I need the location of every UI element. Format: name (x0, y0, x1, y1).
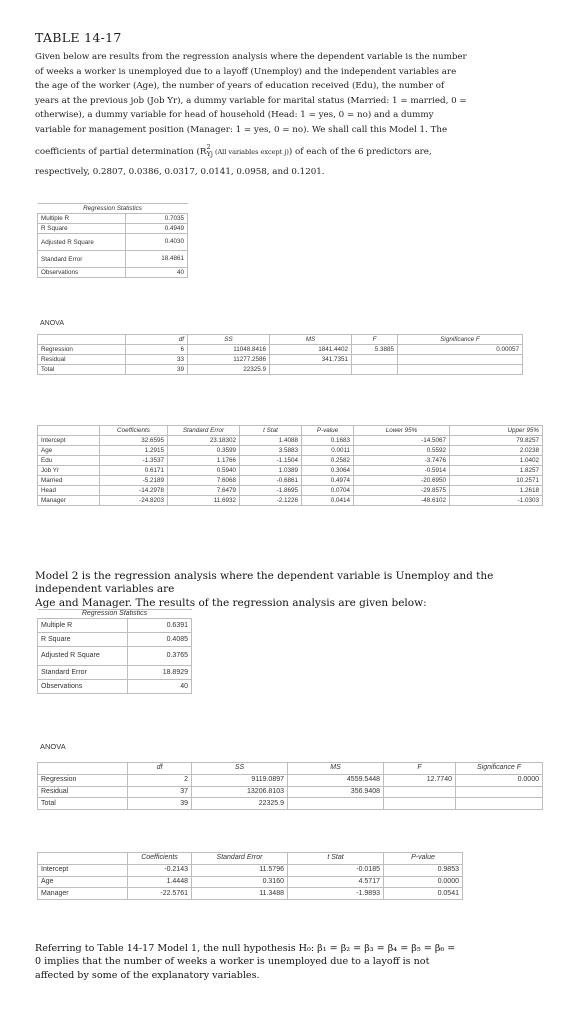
cell-value: 7.6068 (168, 476, 240, 486)
cell-value (352, 355, 398, 365)
column-header: MS (270, 335, 352, 345)
cell-value: 0.0000 (456, 774, 543, 786)
column-header: Standard Error (192, 853, 288, 865)
cell-value: -48.6102 (354, 496, 450, 506)
cell-value: 7.6479 (168, 486, 240, 496)
table-title: TABLE 14-17 (35, 30, 122, 45)
cell-value (398, 355, 523, 365)
table-row (38, 345, 523, 355)
cell-value: -1.8695 (240, 486, 302, 496)
cell-value: -20.6950 (354, 476, 450, 486)
cell-value (384, 786, 456, 798)
column-header (38, 426, 100, 436)
cell-value: -1.0303 (450, 496, 543, 506)
column-header: Coefficients (128, 853, 192, 865)
coefficients-body (38, 436, 543, 506)
stat-label: Multiple R (38, 619, 128, 633)
cell-value: 2 (128, 774, 192, 786)
stat-value: 40 (126, 268, 188, 278)
cell-value: 6 (126, 345, 188, 355)
cell-value: -0.6861 (240, 476, 302, 486)
cell-value: 0.0011 (302, 446, 354, 456)
intro-paragraph (35, 50, 467, 179)
row-label: Regression (38, 345, 126, 355)
cell-value: 39 (126, 365, 188, 375)
cell-value: -3.7476 (354, 456, 450, 466)
stat-label: R Square (38, 633, 128, 647)
cell-value (456, 798, 543, 810)
m2-coefficients-table (37, 852, 463, 900)
stat-label: R Square (38, 224, 126, 234)
table-row (38, 666, 192, 680)
cell-value: 2.0238 (450, 446, 543, 456)
cell-value: -0.2143 (128, 864, 192, 876)
cell-value: 1841.4402 (270, 345, 352, 355)
column-header: F (352, 335, 398, 345)
row-label: Edu (38, 456, 100, 466)
table-row (38, 888, 463, 900)
intro-line: respectively, 0.2807, 0.0386, 0.0317, 0.0141, 0.0958, and 0.1201. (35, 166, 325, 177)
intro-line: Given below are results from the regression analysis where the dependent variable is the number (35, 52, 467, 62)
cell-value: 33 (126, 355, 188, 365)
question-line: Referring to Table 14-17 Model 1, the null hypothesis H₀: β₁ = β₂ = β₃ = β₄ = β₅ = β₆ = (35, 943, 456, 954)
table-row (38, 251, 188, 268)
cell-value: -5.2189 (100, 476, 168, 486)
cell-value: 4559.5448 (288, 774, 384, 786)
table-row (38, 355, 523, 365)
stat-value: 0.3765 (128, 647, 192, 666)
cell-value: 1.2618 (450, 486, 543, 496)
cell-value: 0.0541 (384, 888, 463, 900)
table-row (38, 647, 192, 666)
intro-line: otherwise), a dummy variable for head of household (Head: 1 = yes, 0 = no) and a dummy (35, 110, 434, 121)
stat-value: 0.4030 (126, 234, 188, 251)
intro-line (35, 141, 467, 162)
cell-value: -1.9893 (288, 888, 384, 900)
cell-value: -29.8575 (354, 486, 450, 496)
cell-value: -1.1504 (240, 456, 302, 466)
row-label: Manager (38, 888, 128, 900)
stat-value: 0.4949 (126, 224, 188, 234)
table-row (38, 436, 543, 446)
stat-label: Adjusted R Square (38, 234, 126, 251)
superscript: 2 (206, 143, 211, 152)
column-header: SS (192, 763, 288, 775)
cell-value: -14.2978 (100, 486, 168, 496)
intro-line: the age of the worker (Age), the number of years of education received (Edu), the number of (35, 81, 445, 92)
column-header: Significance F (398, 335, 523, 345)
cell-value: 0.0000 (384, 876, 463, 888)
column-header: MS (288, 763, 384, 775)
column-header: Coefficients (100, 426, 168, 436)
model2-description (35, 570, 493, 610)
cell-value: 37 (128, 786, 192, 798)
table-header-row (38, 426, 543, 436)
cell-value: 0.6171 (100, 466, 168, 476)
row-label: Job Yr (38, 466, 100, 476)
m2-regression-stats-table (37, 609, 192, 694)
table-row (38, 876, 463, 888)
column-header: df (126, 335, 188, 345)
cell-value (398, 365, 523, 375)
cell-value: 13206.8103 (192, 786, 288, 798)
column-header: Lower 95% (354, 426, 450, 436)
cell-value: 0.4974 (302, 476, 354, 486)
cell-value: 0.9853 (384, 864, 463, 876)
table-row (38, 680, 192, 694)
row-label: Intercept (38, 436, 100, 446)
cell-value: -22.5761 (128, 888, 192, 900)
row-label: Total (38, 365, 126, 375)
table-row (38, 864, 463, 876)
cell-value: -2.1226 (240, 496, 302, 506)
cell-value: 10.2571 (450, 476, 543, 486)
stats-caption: Regression Statistics (38, 204, 188, 214)
stat-value: 0.6391 (128, 619, 192, 633)
cell-value: -14.5067 (354, 436, 450, 446)
cell-value: 0.2582 (302, 456, 354, 466)
cell-value: 1.1766 (168, 456, 240, 466)
stat-label: Standard Error (38, 666, 128, 680)
stat-label: Adjusted R Square (38, 647, 128, 666)
cell-value (456, 786, 543, 798)
stat-value: 0.4085 (128, 633, 192, 647)
column-header: Upper 95% (450, 426, 543, 436)
cell-value (384, 798, 456, 810)
cell-value: 1.4088 (240, 436, 302, 446)
cell-value: 9119.0897 (192, 774, 288, 786)
stat-label: Multiple R (38, 214, 126, 224)
row-label: Age (38, 876, 128, 888)
cell-value: 1.2915 (100, 446, 168, 456)
cell-value: 0.3599 (168, 446, 240, 456)
stat-label: Standard Error (38, 251, 126, 268)
table-row (38, 486, 543, 496)
m1-coefficients-table (37, 425, 543, 506)
row-label: Residual (38, 786, 128, 798)
cell-value: 11048.8416 (188, 345, 270, 355)
intro-line: years at the previous job (Job Yr), a dummy variable for marital status (Married: 1 = married, 0 = (35, 95, 467, 106)
cell-value (288, 798, 384, 810)
cell-value: -0.0185 (288, 864, 384, 876)
cell-value: 3.5883 (240, 446, 302, 456)
anova-label: ANOVA (40, 742, 66, 751)
intro-text: ) of each of the 6 predictors are, (288, 146, 432, 157)
subscript: Yj (206, 150, 213, 159)
cell-value: 0.00057 (398, 345, 523, 355)
cell-value: 11.5796 (192, 864, 288, 876)
table-row (38, 786, 543, 798)
intro-line: of weeks a worker is unemployed due to a layoff (Unemploy) and the independent variables are (35, 66, 457, 77)
question-line: 0 implies that the number of weeks a worker is unemployed due to a layoff is not (35, 956, 430, 968)
m1-anova-table (37, 334, 523, 375)
table-row (38, 446, 543, 456)
table-row (38, 496, 543, 506)
column-header: t Stat (240, 426, 302, 436)
column-header: Standard Error (168, 426, 240, 436)
cell-value: 356.9408 (288, 786, 384, 798)
column-header (38, 853, 128, 865)
stat-value: 18.8929 (128, 666, 192, 680)
model2-line: independent variables are (35, 582, 175, 595)
cell-value: 79.8257 (450, 436, 543, 446)
cell-value: 0.0414 (302, 496, 354, 506)
cell-value: 39 (128, 798, 192, 810)
table-row (38, 214, 188, 224)
intro-line: variable for management position (Manager: 1 = yes, 0 = no). We shall call this Model 1. The (35, 124, 448, 135)
cell-value (352, 365, 398, 375)
cell-value: -0.5914 (354, 466, 450, 476)
table-header-row (38, 853, 463, 865)
cell-value: 0.5940 (168, 466, 240, 476)
table-row (38, 619, 192, 633)
stats-caption: Regression Statistics (38, 610, 192, 619)
table-header-row (38, 763, 543, 775)
question-line: affected by some of the explanatory variables. (35, 969, 260, 981)
cell-value: -1.3537 (100, 456, 168, 466)
cell-value: 0.1683 (302, 436, 354, 446)
stat-value: 18.4861 (126, 251, 188, 268)
table-row (38, 798, 543, 810)
column-header (38, 763, 128, 775)
cell-value: 0.5592 (354, 446, 450, 456)
stat-label: Observations (38, 680, 128, 694)
cell-value: 11.3488 (192, 888, 288, 900)
model2-line: Age and Manager. The results of the regression analysis are given below: (35, 597, 427, 609)
row-label: Age (38, 446, 100, 456)
cell-value: 11277.2586 (188, 355, 270, 365)
table-row (38, 466, 543, 476)
column-header: Significance F (456, 763, 543, 775)
column-header: F (384, 763, 456, 775)
cell-value: 12.7740 (384, 774, 456, 786)
row-label: Head (38, 486, 100, 496)
cell-value: 0.0704 (302, 486, 354, 496)
row-label: Total (38, 798, 128, 810)
cell-value: 22325.9 (192, 798, 288, 810)
row-label: Regression (38, 774, 128, 786)
m2-anova-table (37, 762, 543, 810)
intro-text: (All variables except j) (212, 147, 289, 156)
question-text (35, 942, 455, 982)
column-header: df (128, 763, 192, 775)
cell-value (270, 365, 352, 375)
column-header: P-value (302, 426, 354, 436)
table-row (38, 456, 543, 466)
table-row (38, 234, 188, 251)
table-row (38, 633, 192, 647)
cell-value: 1.4448 (128, 876, 192, 888)
intro-text: coefficients of partial determination (R (35, 146, 207, 157)
row-label: Manager (38, 496, 100, 506)
cell-value: 5.3885 (352, 345, 398, 355)
row-label: Residual (38, 355, 126, 365)
stat-value: 40 (128, 680, 192, 694)
column-header: P-value (384, 853, 463, 865)
table-row (38, 224, 188, 234)
table-header-row (38, 335, 523, 345)
table-row (38, 476, 543, 486)
cell-value: 22325.9 (188, 365, 270, 375)
stat-value: 0.7035 (126, 214, 188, 224)
row-label: Married (38, 476, 100, 486)
cell-value: 4.5717 (288, 876, 384, 888)
table-row (38, 774, 543, 786)
cell-value: 11.6932 (168, 496, 240, 506)
cell-value: 32.6595 (100, 436, 168, 446)
cell-value: 1.0389 (240, 466, 302, 476)
m1-regression-stats-table (37, 203, 188, 278)
cell-value: 0.3064 (302, 466, 354, 476)
column-header (38, 335, 126, 345)
cell-value: -24.8203 (100, 496, 168, 506)
stat-label: Observations (38, 268, 126, 278)
cell-value: 341.7351 (270, 355, 352, 365)
row-label: Intercept (38, 864, 128, 876)
anova-label: ANOVA (40, 320, 64, 327)
model2-line: Model 2 is the regression analysis where the dependent variable is Unemploy and the (35, 570, 494, 582)
cell-value: 23.18302 (168, 436, 240, 446)
cell-value: 1.0402 (450, 456, 543, 466)
cell-value: 0.3160 (192, 876, 288, 888)
cell-value: 1.8257 (450, 466, 543, 476)
column-header: t Stat (288, 853, 384, 865)
table-row (38, 268, 188, 278)
column-header: SS (188, 335, 270, 345)
table-row (38, 365, 523, 375)
